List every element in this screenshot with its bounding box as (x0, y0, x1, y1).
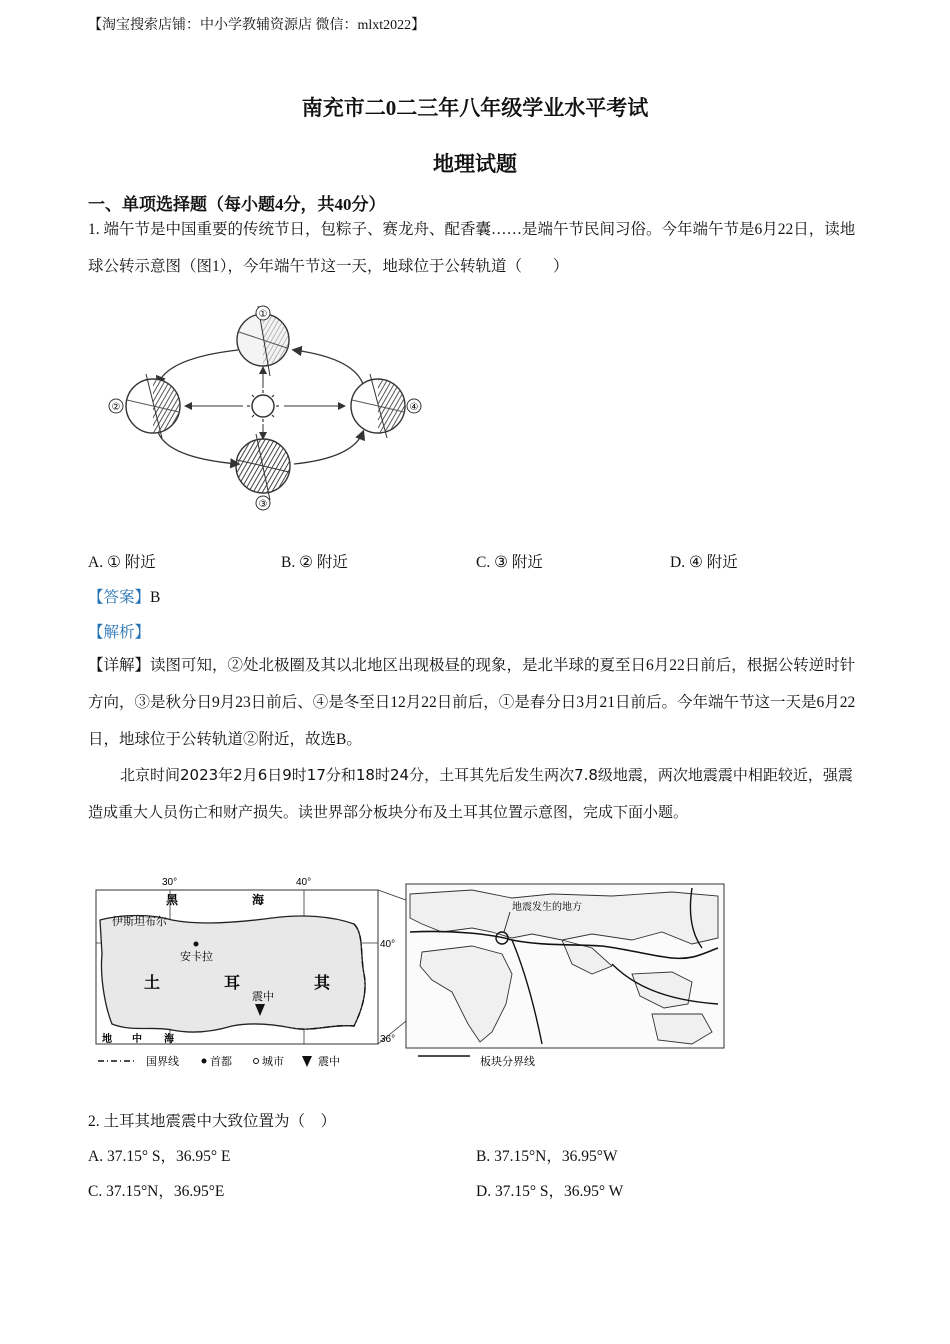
legend-capital-symbol (202, 1059, 207, 1064)
q2-option-b[interactable]: B. 37.15°N，36.95°W (476, 1148, 618, 1165)
ankara-marker (194, 942, 199, 947)
legend-plate-boundary: 板块分界线 (480, 1056, 535, 1068)
legend-epicenter-symbol (302, 1056, 312, 1067)
q2-option-a[interactable]: A. 37.15° S，36.95° E (88, 1148, 231, 1165)
q1-answer (88, 585, 160, 607)
legend-border: 国界线 (146, 1056, 179, 1068)
sun-icon (247, 390, 279, 422)
turkey-land (100, 916, 365, 1033)
orbit-arc (294, 432, 363, 464)
section-heading: 一、单项选择题（每小题4分，共40分） (88, 195, 386, 214)
epicenter-label: 震中 (252, 991, 274, 1003)
globe-position-2 (109, 374, 180, 438)
med-label-1: 地 (102, 1034, 112, 1045)
earthquake-passage: 北京时间2023年2月6日9时17分和18时24分，土耳其先后发生两次7.8级地震，两次地震震中相距较近，强震造成重大人员伤亡和财产损失。读世界部分板块分布及土耳其位置示意图，完成下面小题。 (88, 766, 853, 821)
q2-option-c[interactable]: C. 37.15°N，36.95°E (88, 1183, 225, 1200)
answer-value: B (150, 589, 161, 606)
country-label-2: 耳 (224, 975, 241, 992)
exam-title: 南充市二0二三年八年级学业水平考试 (301, 96, 649, 120)
q1-stem: 1. 端午节是中国重要的传统节日，包粽子、赛龙舟、配香囊……是端午节民间习俗。今年端午节是6月22日，读地球公转示意图（图1），今年端午节这一天，地球位于公转轨道（ ） (88, 221, 856, 275)
svg-text:④: ④ (409, 402, 419, 413)
turkey-plate-map (92, 874, 728, 1074)
q1-option-d[interactable]: D. ④ 附近 (670, 554, 738, 571)
legend-epicenter: 震中 (318, 1056, 340, 1068)
q1-option-a[interactable]: A. ① 附近 (88, 554, 156, 571)
q2-option-d[interactable]: D. 37.15° S，36.95° W (476, 1183, 624, 1200)
subject-title: 地理试题 (433, 152, 517, 176)
med-label-3: 海 (164, 1034, 174, 1045)
med-label-2: 中 (132, 1034, 142, 1045)
lon-label-30: 30° (162, 877, 178, 888)
q2-stem: 2. 土耳其地震震中大致位置为（ ） (88, 1113, 337, 1130)
orbit-arc (294, 350, 363, 384)
detail-tag: 【详解】 (88, 657, 151, 674)
analysis-tag: 【解析】 (88, 624, 151, 641)
legend-capital: 首都 (210, 1056, 232, 1068)
q1-option-b[interactable]: B. ② 附近 (281, 554, 348, 571)
globe-position-3 (236, 434, 290, 510)
black-sea-label-2: 海 (252, 893, 265, 907)
quake-place-label: 地震发生的地方 (512, 902, 582, 913)
black-sea-label-1: 黑 (166, 893, 179, 907)
q1-detail (88, 647, 864, 758)
globe-position-4 (351, 374, 421, 438)
country-label-1: 土 (144, 975, 161, 992)
answer-tag: 【答案】 (88, 589, 151, 606)
ankara-label: 安卡拉 (180, 951, 213, 963)
earth-revolution-figure (98, 296, 428, 514)
lat-label-36: 36° (380, 1034, 396, 1045)
svg-text:①: ① (258, 309, 268, 320)
orbit-arc (158, 350, 238, 384)
svg-text:②: ② (111, 402, 121, 413)
legend-city: 城市 (262, 1056, 284, 1068)
svg-text:③: ③ (258, 499, 268, 510)
country-label-3: 其 (314, 975, 331, 992)
q1-option-c[interactable]: C. ③ 附近 (476, 554, 543, 571)
header-note: 【淘宝搜索店铺：中小学教辅资源店 微信：mlxt2022】 (88, 18, 426, 33)
lat-label-40: 40° (380, 939, 396, 950)
lon-label-40: 40° (296, 877, 312, 888)
istanbul-label: 伊斯坦布尔 (112, 916, 167, 928)
orbit-arc (158, 432, 238, 464)
globe-position-1 (237, 306, 289, 376)
map-legend (98, 1054, 535, 1068)
detail-text: 读图可知，②处北极圈及其以北地区出现极昼的现象，是北半球的夏至日6月22日前后，根据公转逆时针方向，③是秋分日9月23日前后、④是冬至日12月22日前后，①是春分日3月21日前后。今年端午节这一天是6月22日，地球位于公转轨道②附近，故选B。 (88, 657, 856, 748)
legend-city-symbol (254, 1059, 259, 1064)
